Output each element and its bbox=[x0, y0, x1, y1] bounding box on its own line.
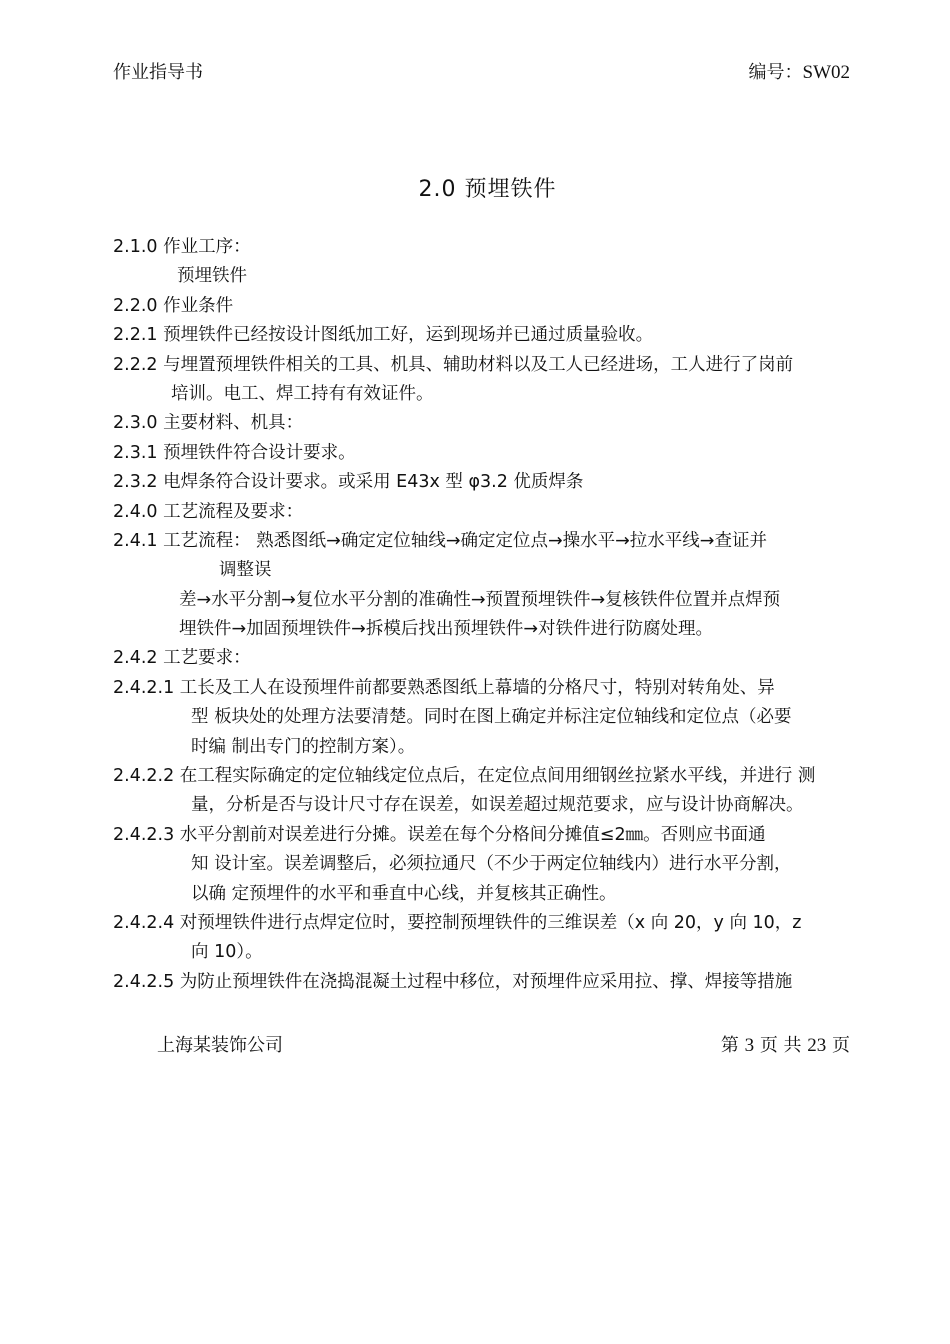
text-line: 2.3.1 预埋铁件符合设计要求。 bbox=[113, 442, 356, 463]
page-middle: 页 共 bbox=[754, 1035, 808, 1056]
section-title: 2.0 预埋铁件 bbox=[418, 177, 557, 202]
text-line: 预埋铁件 bbox=[177, 266, 247, 287]
document-type: 作业指导书 bbox=[113, 62, 203, 83]
text-line: 2.3.2 电焊条符合设计要求。或采用 E43x 型 φ3.2 优质焊条 bbox=[113, 472, 584, 493]
text-line: 型 板块处的处理方法要清楚。同时在图上确定并标注定位轴线和定位点（必要 bbox=[191, 707, 792, 728]
company-name: 上海某装饰公司 bbox=[157, 1035, 283, 1056]
document-code bbox=[749, 58, 851, 84]
text-line: 2.4.2.3 水平分割前对误差进行分摊。误差在每个分格间分摊值≤2㎜。否则应书面通 bbox=[113, 824, 766, 845]
text-line: 2.4.1 工艺流程： 熟悉图纸→确定定位轴线→确定定位点→操水平→拉水平线→查证并 bbox=[113, 530, 767, 551]
page-suffix: 页 bbox=[826, 1035, 850, 1056]
text-line: 量，分析是否与设计尺寸存在误差，如误差超过规范要求，应与设计协商解决。 bbox=[191, 795, 804, 816]
text-line: 2.1.0 作业工序： bbox=[113, 237, 251, 257]
page-prefix: 第 bbox=[720, 1035, 745, 1056]
text-line: 2.4.2 工艺要求： bbox=[113, 648, 251, 669]
code-value: SW02 bbox=[802, 62, 850, 83]
text-line: 2.3.0 主要材料、机具： bbox=[113, 413, 304, 434]
page-number bbox=[721, 1031, 850, 1057]
text-line: 培训。电工、焊工持有有效证件。 bbox=[171, 383, 434, 404]
text-line: 以确 定预埋件的水平和垂直中心线，并复核其正确性。 bbox=[191, 883, 617, 904]
text-line: 2.2.1 预埋铁件已经按设计图纸加工好，运到现场并已通过质量验收。 bbox=[113, 325, 654, 346]
document-body bbox=[113, 233, 903, 997]
code-label: 编号： bbox=[748, 62, 803, 83]
text-line: 2.4.2.5 为防止预埋铁件在浇捣混凝土过程中移位，对预埋件应采用拉、撑、焊接等措施 bbox=[113, 971, 793, 992]
text-line: 2.2.2 与埋置预埋铁件相关的工具、机具、辅助材料以及工人已经进场，工人进行了岗前 bbox=[113, 354, 794, 375]
text-line: 2.2.0 作业条件 bbox=[113, 295, 234, 316]
text-line: 2.4.2.1 工长及工人在设预埋件前都要熟悉图纸上幕墙的分格尺寸，特别对转角处、异 bbox=[113, 677, 775, 698]
text-line: 2.4.2.4 对预埋铁件进行点焊定位时，要控制预埋铁件的三维误差（x 向 20，y 向 10，z bbox=[113, 912, 802, 933]
text-line: 2.4.2.2 在工程实际确定的定位轴线定位点后，在定位点间用细钢丝拉紧水平线，并进行 测 bbox=[113, 766, 816, 787]
text-line: 调整误 bbox=[219, 560, 272, 581]
text-line: 2.4.0 工艺流程及要求： bbox=[113, 501, 304, 522]
text-line: 时编 制出专门的控制方案）。 bbox=[191, 736, 416, 757]
page-current: 3 bbox=[744, 1035, 755, 1056]
text-line: 知 设计室。误差调整后，必须拉通尺（不少于两定位轴线内）进行水平分割， bbox=[191, 854, 792, 875]
page-total: 23 bbox=[807, 1035, 827, 1056]
text-line: 埋铁件→加固预埋铁件→拆模后找出预埋铁件→对铁件进行防腐处理。 bbox=[179, 619, 713, 640]
text-line: 向 10）。 bbox=[191, 942, 263, 963]
text-line: 差→水平分割→复位水平分割的准确性→预置预埋铁件→复核铁件位置并点焊预 bbox=[179, 589, 781, 610]
